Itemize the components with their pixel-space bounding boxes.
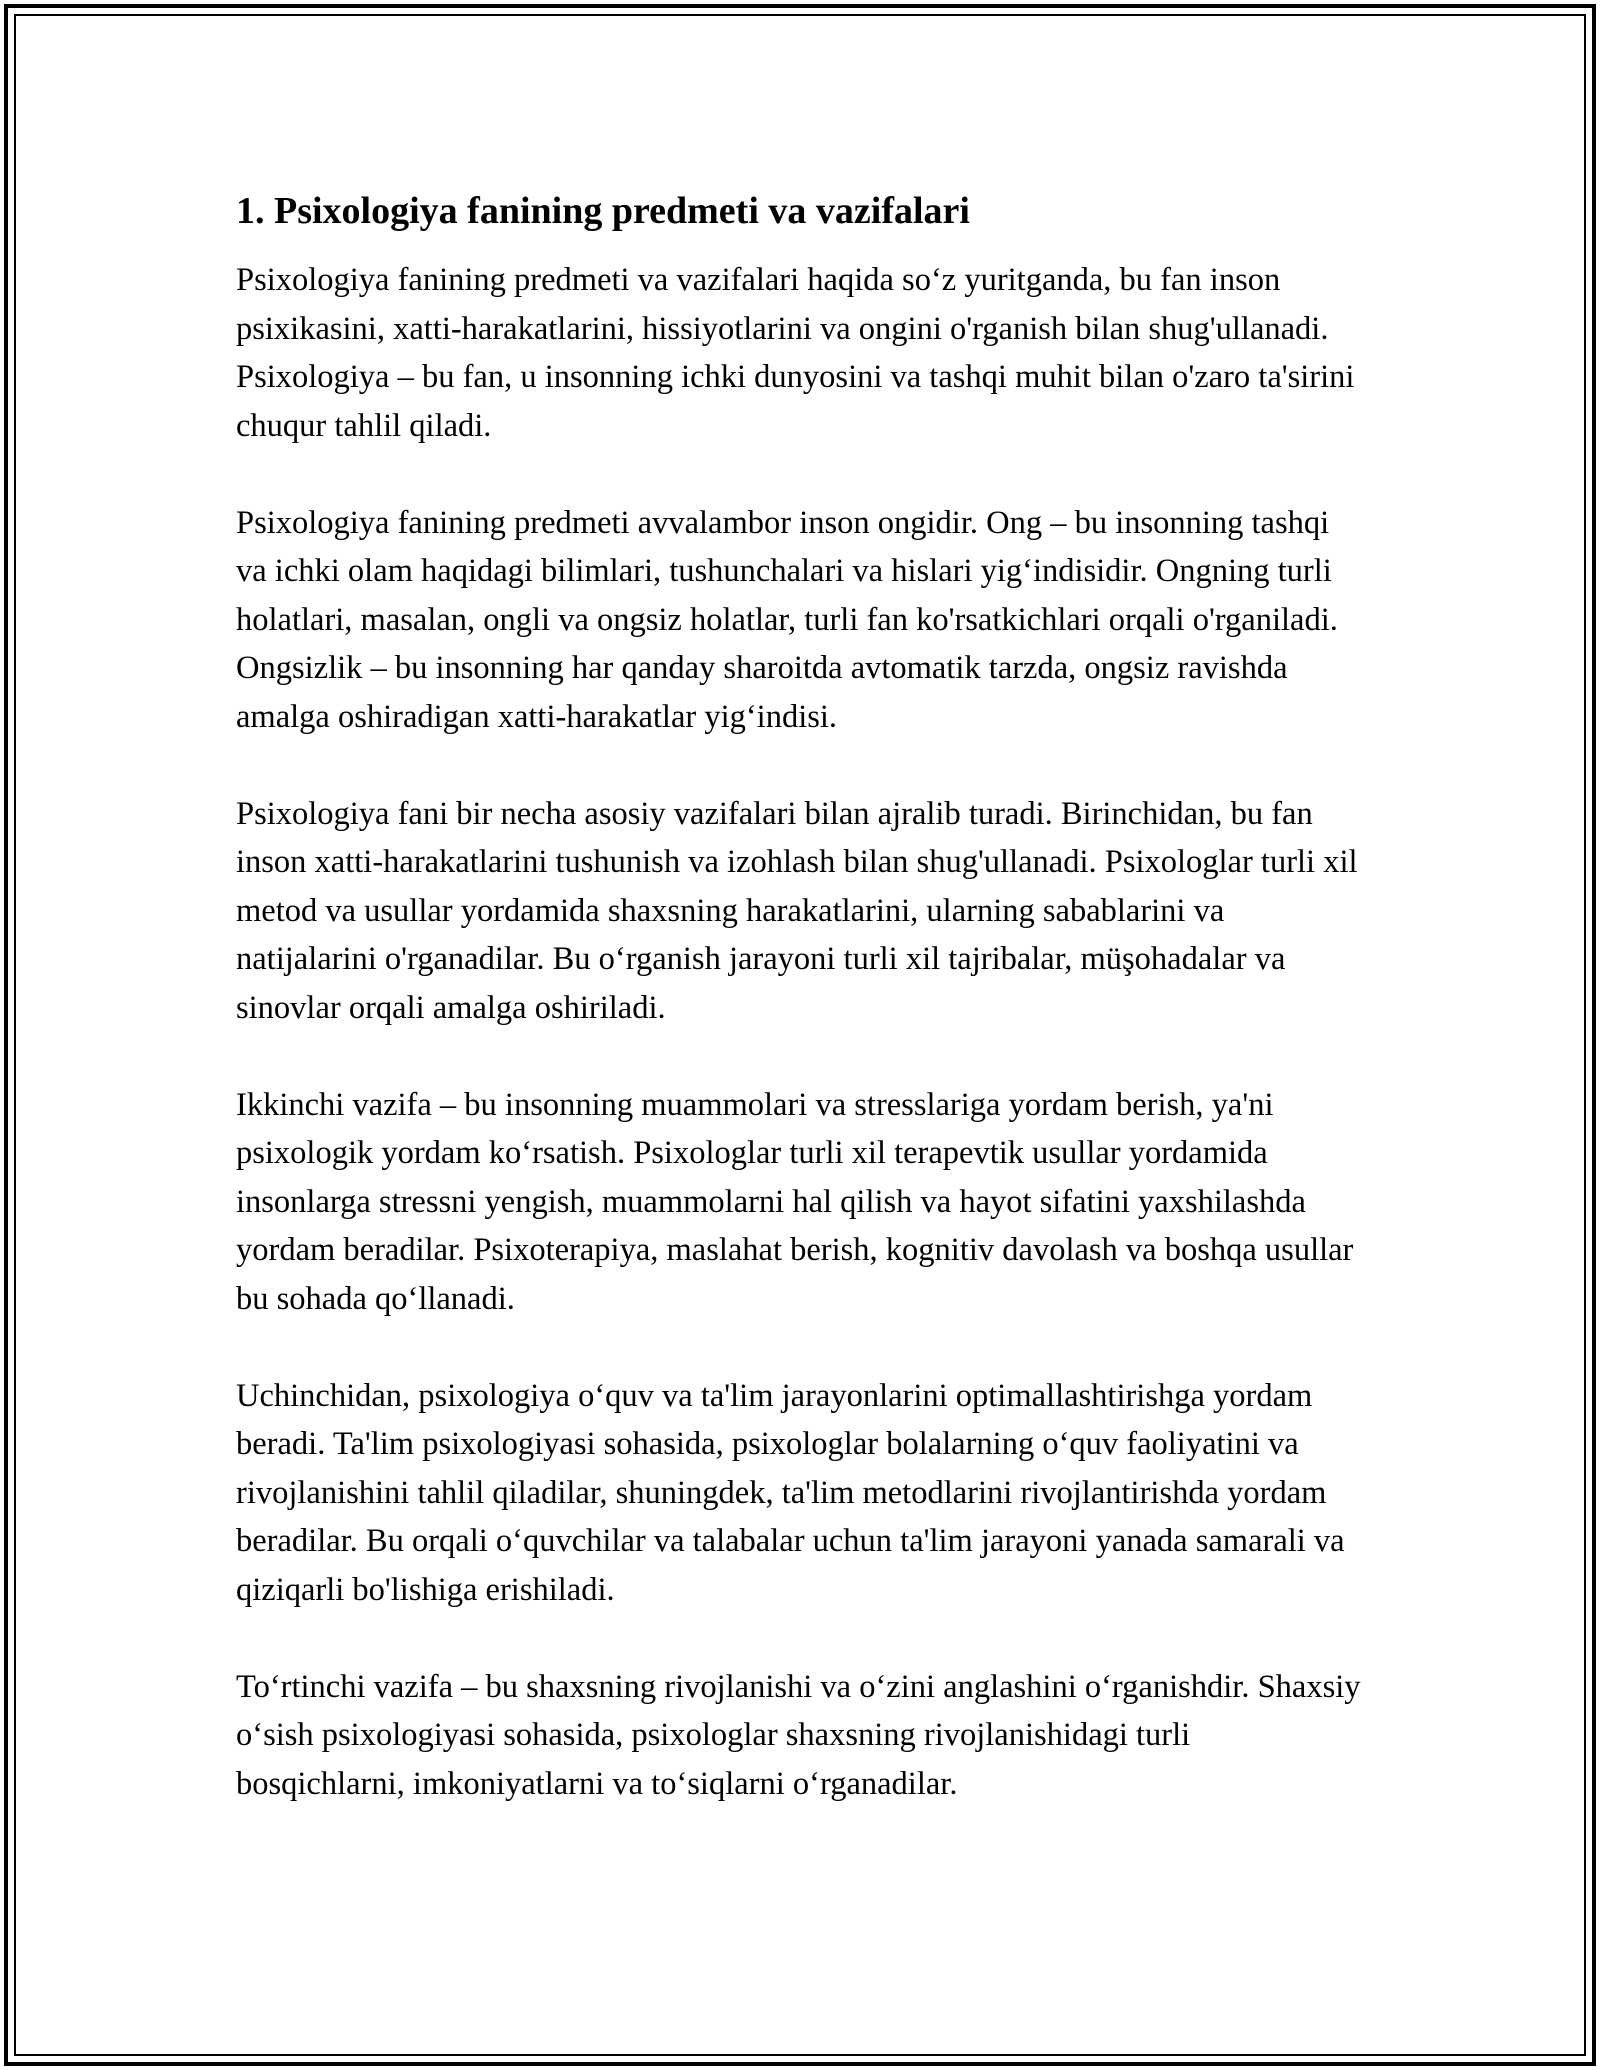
paragraph-2: Psixologiya fanining predmeti avvalambor inson ongidir. Ong – bu insonning tashqi va ichki olam haqidagi bilimlari, tushunchalari va hislari yig‘indisidir. Ongning turli holatlari, masalan, ongli va ongsiz holatlar, turli fan ko'rsatkichlari orqali o'rganiladi. Ongsizlik – bu insonning har qanday sharoitda avtomatik tarzda, ongsiz ravishda amalga oshiradigan xatti-harakatlar yig‘indisi. xyxy=(236,504,1338,735)
paragraph-5: Uchinchidan, psixologiya o‘quv va ta'lim jarayonlarini optimallashtirishga yordam beradi. Ta'lim psixologiyasi sohasida, psixologlar bolalarning o‘quv faoliyatini va rivojlanishini tahlil qiladilar, shuningdek, ta'lim metodlarini rivojlantirishda yordam beradilar. Bu orqali o‘quvchilar va talabalar uchun ta'lim jarayoni yanada samarali va qiziqarli bo'lishiga erishiladi. xyxy=(236,1377,1345,1608)
paragraph-6: To‘rtinchi vazifa – bu shaxsning rivojlanishi va o‘zini anglashini o‘rganishdir. Shaxsiy o‘sish psixologiyasi sohasida, psixologlar shaxsning rivojlanishidagi turli bosqichlarni, imkoniyatlarni va to‘siqlarni o‘rganadilar. xyxy=(236,1668,1361,1802)
document-page xyxy=(236,186,1366,1808)
paragraph-1: Psixologiya fanining predmeti va vazifalari haqida so‘z yuritganda, bu fan inson psixikasini, xatti-harakatlarini, hissiyotlarini va ongini o'rganish bilan shug'ullanadi. Psixologiya – bu fan, u insonning ichki dunyosini va tashqi muhit bilan o'zaro ta'sirini chuqur tahlil qiladi. xyxy=(236,262,1355,444)
paragraph-3: Psixologiya fani bir necha asosiy vazifalari bilan ajralib turadi. Birinchidan, bu fan inson xatti-harakatlarini tushunish va izohlash bilan shug'ullanadi. Psixologlar turli xil metod va usullar yordamida shaxsning harakatlarini, ularning sabablarini va natijalarini o'rganadilar. Bu o‘rganish jarayoni turli xil tajribalar, müşohadalar va sinovlar orqali amalga oshiriladi. xyxy=(236,795,1358,1026)
section-heading: 1. Psixologiya fanining predmeti va vazifalari xyxy=(236,190,970,232)
paragraph-4: Ikkinchi vazifa – bu insonning muammolari va stresslariga yordam berish, ya'ni psixologik yordam ko‘rsatish. Psixologlar turli xil terapevtik usullar yordamida insonlarga stressni yengish, muammolarni hal qilish va hayot sifatini yaxshilashda yordam beradilar. Psixoterapiya, maslahat berish, kognitiv davolash va boshqa usullar bu sohada qo‘llanadi. xyxy=(236,1086,1354,1317)
